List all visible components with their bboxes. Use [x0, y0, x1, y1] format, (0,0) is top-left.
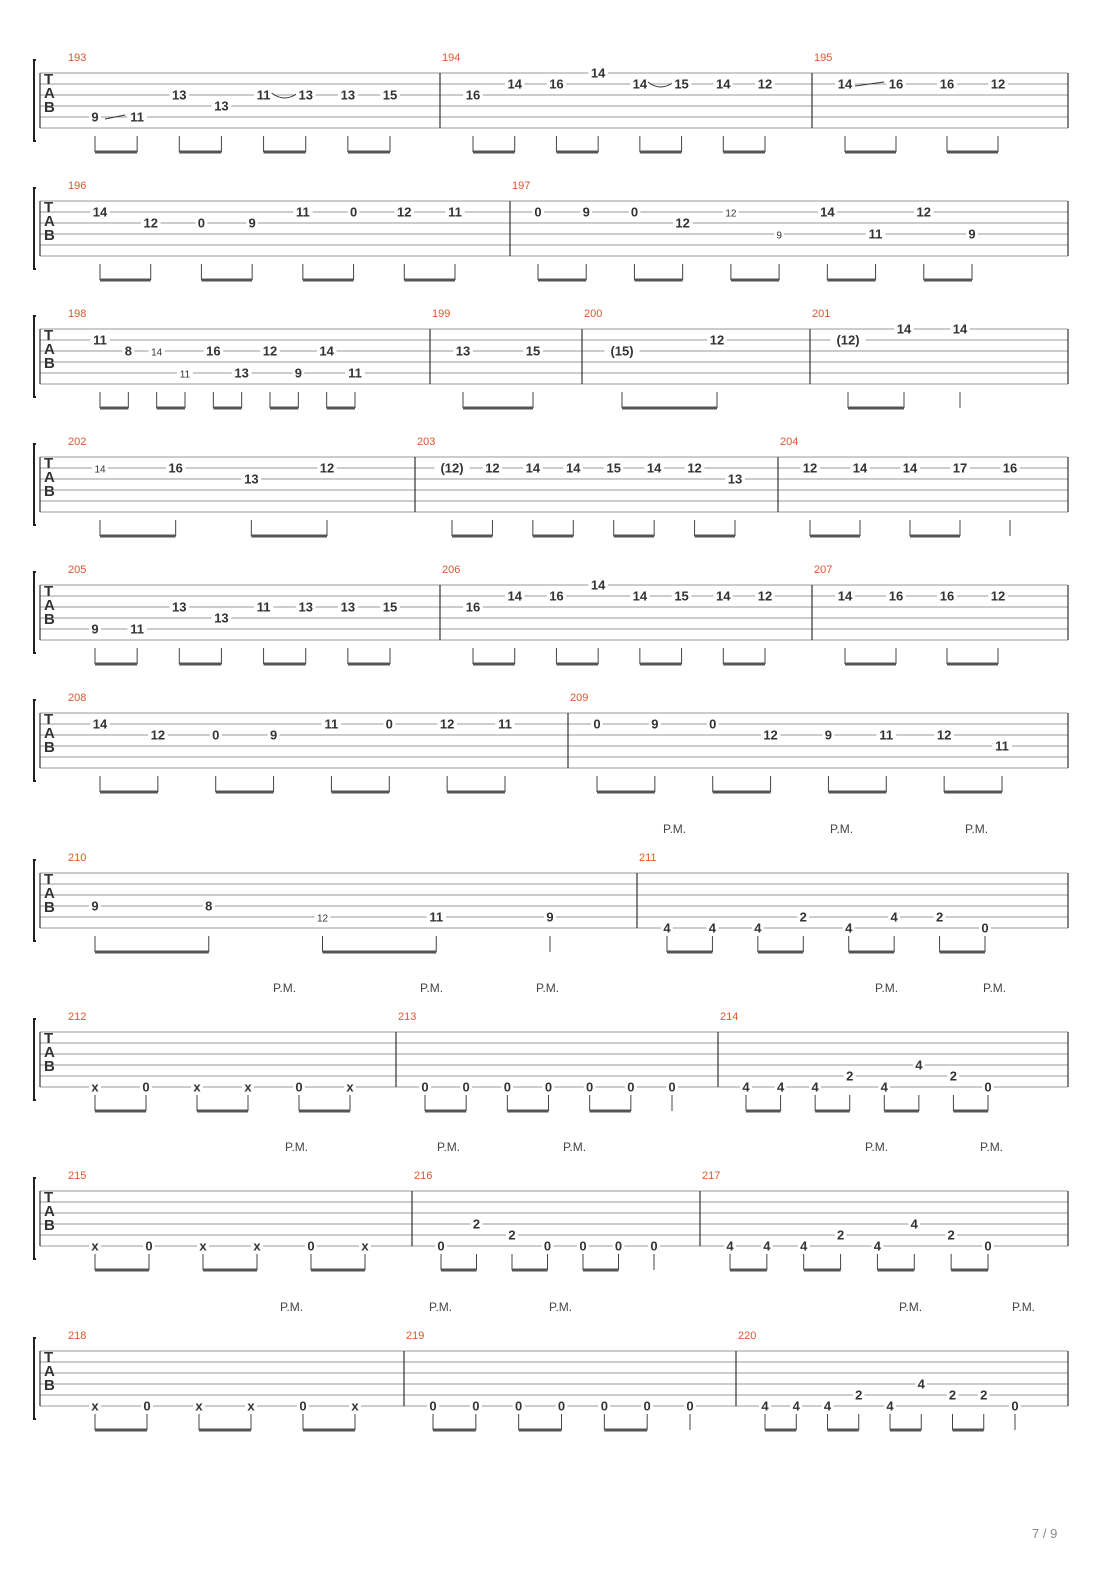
- measure-number: 199: [432, 308, 451, 320]
- palm-mute-label: P.M.: [437, 1140, 461, 1154]
- fret-number: 4: [800, 1238, 808, 1254]
- fret-number: 13: [244, 471, 259, 487]
- fret-number: 14: [632, 588, 648, 604]
- system-bracket: [34, 1019, 36, 1100]
- tab-clef-letter: B: [44, 1217, 55, 1234]
- fret-number: 11: [179, 369, 191, 381]
- fret-number: 11: [879, 727, 894, 743]
- fret-number: 14: [92, 716, 108, 732]
- fret-number: 4: [915, 1057, 923, 1073]
- fret-number: 2: [508, 1227, 516, 1243]
- fret-number: 12: [709, 332, 725, 348]
- fret-number: 0: [1011, 1398, 1019, 1414]
- fret-number: 4: [890, 909, 898, 925]
- fret-number: 12: [319, 460, 335, 476]
- measure-number: 206: [442, 564, 461, 576]
- measure-number: 197: [512, 180, 531, 192]
- fret-number: 0: [643, 1398, 651, 1414]
- measure-number: 220: [738, 1330, 757, 1342]
- fret-number: 12: [687, 460, 702, 476]
- fret-number: 11: [324, 716, 339, 732]
- fret-number: x: [361, 1238, 369, 1254]
- fret-number: 0: [614, 1238, 623, 1254]
- fret-number: 16: [939, 76, 955, 92]
- fret-number: 9: [294, 365, 302, 381]
- tab-clef-letter: B: [44, 99, 55, 116]
- fret-number: 13: [340, 87, 356, 103]
- fret-number: 0: [543, 1238, 552, 1254]
- fret-number: 4: [873, 1238, 882, 1254]
- fret-number: 13: [455, 343, 471, 359]
- tab-system: [34, 564, 1068, 664]
- fret-number: 13: [214, 98, 229, 114]
- tab-system: [34, 1140, 1068, 1270]
- fret-number: 12: [397, 204, 412, 220]
- tab-clef-letter: A: [44, 1203, 55, 1220]
- fret-number: 0: [984, 1079, 992, 1095]
- fret-number: 15: [674, 76, 689, 92]
- fret-number: 0: [579, 1238, 587, 1254]
- fret-number: 14: [837, 588, 853, 604]
- fret-number: 0: [709, 716, 717, 732]
- fret-number: 0: [686, 1398, 694, 1414]
- fret-number: x: [91, 1238, 99, 1254]
- fret-number: 4: [763, 1238, 771, 1254]
- measure-number: 195: [814, 52, 833, 64]
- tab-clef-letter: A: [44, 469, 55, 486]
- fret-number: 12: [763, 727, 778, 743]
- tab-clef-letter: A: [44, 1044, 55, 1061]
- fret-number: 13: [298, 599, 313, 615]
- system-bracket: [34, 572, 36, 653]
- tab-clef-letter: B: [44, 355, 55, 372]
- system-bracket: [34, 444, 36, 525]
- measure-number: 209: [570, 692, 589, 704]
- tab-system: [34, 52, 1068, 152]
- fret-number: 0: [295, 1079, 303, 1095]
- fret-number: 0: [630, 204, 639, 220]
- fret-number: 0: [437, 1238, 445, 1254]
- fret-number: 11: [429, 909, 444, 925]
- fret-number: 13: [172, 599, 187, 615]
- fret-number: 9: [824, 727, 833, 743]
- tab-clef-letter: T: [44, 1349, 54, 1366]
- fret-number: 0: [197, 215, 206, 231]
- fret-number: x: [247, 1398, 255, 1414]
- page-number: 7 / 9: [1032, 1526, 1058, 1541]
- fret-number: 17: [952, 460, 968, 476]
- fret-number: 12: [316, 913, 329, 925]
- fret-number: x: [244, 1079, 252, 1095]
- measure-number: 213: [398, 1011, 417, 1023]
- fret-number: 12: [262, 343, 278, 359]
- fret-number: 0: [627, 1079, 635, 1095]
- tab-system: [34, 981, 1068, 1111]
- measure-number: 210: [68, 852, 87, 864]
- fret-number: 11: [868, 226, 883, 242]
- fret-number: 16: [549, 76, 564, 92]
- fret-number: 12: [990, 588, 1006, 604]
- palm-mute-label: P.M.: [285, 1140, 309, 1154]
- palm-mute-label: P.M.: [983, 981, 1007, 995]
- tab-clef-letter: T: [44, 71, 54, 88]
- fret-number: 9: [651, 716, 659, 732]
- fret-number: 14: [852, 460, 868, 476]
- fret-number: 4: [754, 920, 762, 936]
- fret-number: 14: [151, 347, 163, 359]
- fret-number: 13: [172, 87, 187, 103]
- fret-number: 0: [307, 1238, 315, 1254]
- fret-number: 14: [507, 588, 522, 604]
- fret-number: 15: [606, 460, 621, 476]
- fret-number: 8: [124, 343, 132, 359]
- fret-number: 0: [299, 1398, 307, 1414]
- fret-number: 2: [855, 1387, 863, 1403]
- measure-number: 194: [442, 52, 461, 64]
- fret-number: 14: [632, 76, 648, 92]
- tab-clef-letter: T: [44, 455, 54, 472]
- fret-number: 12: [802, 460, 818, 476]
- fret-number: 4: [742, 1079, 750, 1095]
- fret-number: 12: [485, 460, 500, 476]
- tab-clef-letter: T: [44, 1030, 54, 1047]
- fret-number: 0: [544, 1079, 553, 1095]
- fret-number: 12: [757, 588, 773, 604]
- fret-number: 11: [448, 204, 462, 220]
- fret-number: 4: [663, 920, 671, 936]
- fret-number: (12): [836, 332, 860, 348]
- fret-number: 16: [939, 588, 955, 604]
- fret-number: 4: [910, 1216, 918, 1232]
- fret-number: 4: [886, 1398, 894, 1414]
- measure-number: 219: [406, 1330, 425, 1342]
- tab-clef-letter: T: [44, 711, 54, 728]
- measure-number: 202: [68, 436, 87, 448]
- fret-number: 0: [534, 204, 542, 220]
- measure-number: 208: [68, 692, 87, 704]
- fret-number: 13: [214, 610, 229, 626]
- fret-number: 11: [995, 738, 1009, 754]
- fret-number: 12: [990, 76, 1006, 92]
- fret-number: 4: [726, 1238, 734, 1254]
- measure-number: 196: [68, 180, 87, 192]
- fret-number: 12: [143, 215, 158, 231]
- fret-number: 12: [150, 727, 166, 743]
- fret-number: 0: [429, 1398, 437, 1414]
- measure-number: 193: [68, 52, 87, 64]
- fret-number: 14: [590, 65, 606, 81]
- measure-number: 201: [812, 308, 831, 320]
- fret-number: 4: [823, 1398, 832, 1414]
- fret-number: 4: [776, 1079, 785, 1095]
- tab-clef-letter: A: [44, 725, 55, 742]
- measure-number: 204: [780, 436, 799, 448]
- fret-number: x: [193, 1079, 201, 1095]
- fret-number: 0: [650, 1238, 658, 1254]
- palm-mute-label: P.M.: [549, 1300, 573, 1314]
- palm-mute-label: P.M.: [830, 822, 854, 836]
- measure-number: 207: [814, 564, 833, 576]
- fret-number: 4: [845, 920, 853, 936]
- fret-number: 14: [92, 204, 108, 220]
- fret-number: 0: [593, 716, 601, 732]
- fret-number: 14: [837, 76, 853, 92]
- fret-number: x: [195, 1398, 203, 1414]
- measure-number: 212: [68, 1011, 87, 1023]
- fret-number: 14: [94, 464, 106, 476]
- fret-number: 12: [916, 204, 932, 220]
- fret-number: 15: [674, 588, 689, 604]
- system-bracket: [34, 60, 36, 141]
- fret-number: 0: [462, 1079, 470, 1095]
- fret-number: 16: [465, 599, 481, 615]
- fret-number: 2: [947, 1227, 955, 1243]
- system-bracket: [34, 188, 36, 269]
- tab-system: [34, 436, 1068, 536]
- fret-number: 11: [256, 599, 271, 615]
- fret-number: x: [346, 1079, 354, 1095]
- fret-number: 14: [952, 321, 968, 337]
- tab-clef-letter: T: [44, 327, 54, 344]
- tab-clef-letter: B: [44, 483, 55, 500]
- palm-mute-label: P.M.: [899, 1300, 923, 1314]
- fret-number: 13: [298, 87, 313, 103]
- tab-clef-letter: B: [44, 899, 55, 916]
- fret-number: 9: [91, 109, 99, 125]
- fret-number: 9: [269, 727, 278, 743]
- palm-mute-label: P.M.: [865, 1140, 889, 1154]
- fret-number: 4: [761, 1398, 769, 1414]
- fret-number: 0: [143, 1398, 151, 1414]
- fret-number: 2: [846, 1068, 854, 1084]
- palm-mute-label: P.M.: [563, 1140, 587, 1154]
- system-bracket: [34, 700, 36, 781]
- fret-number: 2: [472, 1216, 481, 1232]
- fret-number: 0: [515, 1398, 523, 1414]
- tab-system: [34, 692, 1068, 792]
- palm-mute-label: P.M.: [1012, 1300, 1036, 1314]
- fret-number: 11: [130, 109, 145, 125]
- fret-number: 16: [168, 460, 183, 476]
- fret-number: 0: [668, 1079, 676, 1095]
- fret-number: 14: [507, 76, 522, 92]
- palm-mute-label: P.M.: [273, 981, 297, 995]
- tab-clef-letter: B: [44, 739, 55, 756]
- palm-mute-label: P.M.: [420, 981, 444, 995]
- tab-clef-letter: A: [44, 885, 55, 902]
- tab-clef-letter: T: [44, 199, 54, 216]
- fret-number: 2: [836, 1227, 845, 1243]
- fret-number: 0: [503, 1079, 511, 1095]
- fret-number: x: [351, 1398, 359, 1414]
- fret-number: 2: [935, 909, 944, 925]
- fret-number: x: [91, 1398, 99, 1414]
- tab-clef-letter: A: [44, 597, 55, 614]
- fret-number: 14: [896, 321, 912, 337]
- measure-number: 215: [68, 1170, 87, 1182]
- tab-system: [34, 1300, 1068, 1430]
- system-bracket: [34, 1338, 36, 1419]
- fret-number: 12: [675, 215, 690, 231]
- fret-number: 0: [385, 716, 393, 732]
- fret-number: 13: [727, 471, 743, 487]
- fret-number: 11: [256, 87, 271, 103]
- fret-number: 0: [212, 727, 220, 743]
- fret-number: 14: [566, 460, 581, 476]
- fret-number: 15: [382, 599, 398, 615]
- fret-number: 2: [799, 909, 807, 925]
- fret-number: 12: [725, 208, 737, 220]
- fret-number: 16: [465, 87, 481, 103]
- fret-number: x: [91, 1079, 99, 1095]
- tab-system: [34, 822, 1068, 952]
- measure-number: 205: [68, 564, 87, 576]
- fret-number: 15: [382, 87, 398, 103]
- fret-number: 4: [880, 1079, 888, 1095]
- fret-number: 16: [206, 343, 221, 359]
- palm-mute-label: P.M.: [875, 981, 899, 995]
- fret-number: 4: [792, 1398, 800, 1414]
- fret-number: 11: [348, 365, 362, 381]
- fret-number: 0: [981, 920, 989, 936]
- measure-number: 214: [720, 1011, 739, 1023]
- tab-clef-letter: B: [44, 1058, 55, 1075]
- fret-number: 9: [91, 621, 99, 637]
- fret-number: 16: [1002, 460, 1018, 476]
- fret-number: 11: [93, 332, 107, 348]
- fret-number: 0: [586, 1079, 594, 1095]
- fret-number: 0: [142, 1079, 150, 1095]
- fret-number: 9: [248, 215, 256, 231]
- tab-clef-letter: B: [44, 227, 55, 244]
- fret-number: 16: [888, 76, 904, 92]
- fret-number: 14: [716, 76, 731, 92]
- fret-number: 8: [205, 898, 213, 914]
- system-bracket: [34, 1178, 36, 1259]
- fret-number: 13: [340, 599, 356, 615]
- fret-number: 16: [549, 588, 564, 604]
- fret-number: 14: [525, 460, 541, 476]
- fret-number: 9: [546, 909, 554, 925]
- fret-number: 4: [708, 920, 717, 936]
- fret-number: x: [253, 1238, 261, 1254]
- measure-number: 203: [417, 436, 436, 448]
- system-bracket: [34, 316, 36, 397]
- measure-number: 211: [639, 852, 657, 864]
- tab-clef-letter: A: [44, 1363, 55, 1380]
- fret-number: 14: [902, 460, 918, 476]
- tab-clef-letter: A: [44, 341, 55, 358]
- fret-number: (15): [610, 343, 634, 359]
- fret-number: 13: [234, 365, 249, 381]
- tab-clef-letter: B: [44, 611, 55, 628]
- measure-number: 217: [702, 1170, 721, 1182]
- fret-number: 14: [820, 204, 835, 220]
- tab-clef-letter: T: [44, 871, 54, 888]
- fret-number: 14: [646, 460, 662, 476]
- fret-number: (12): [440, 460, 464, 476]
- fret-number: 15: [525, 343, 541, 359]
- fret-number: 4: [811, 1079, 819, 1095]
- fret-number: 9: [91, 898, 99, 914]
- tab-clef-letter: T: [44, 583, 54, 600]
- tab-clef-letter: A: [44, 213, 55, 230]
- tab-clef-letter: A: [44, 85, 55, 102]
- palm-mute-label: P.M.: [965, 822, 989, 836]
- fret-number: 4: [917, 1376, 925, 1392]
- fret-number: 2: [948, 1387, 957, 1403]
- palm-mute-label: P.M.: [663, 822, 687, 836]
- fret-number: 0: [557, 1398, 566, 1414]
- fret-number: 9: [582, 204, 590, 220]
- fret-number: 11: [498, 716, 512, 732]
- fret-number: 12: [757, 76, 773, 92]
- fret-number: 11: [130, 621, 145, 637]
- system-bracket: [34, 860, 36, 941]
- fret-number: 2: [980, 1387, 988, 1403]
- measure-number: 216: [414, 1170, 433, 1182]
- measure-number: 218: [68, 1330, 87, 1342]
- fret-number: 12: [936, 727, 952, 743]
- palm-mute-label: P.M.: [280, 1300, 304, 1314]
- measure-number: 198: [68, 308, 87, 320]
- fret-number: 0: [984, 1238, 992, 1254]
- tab-system: [34, 308, 1068, 408]
- fret-number: x: [199, 1238, 207, 1254]
- palm-mute-label: P.M.: [980, 1140, 1004, 1154]
- tab-clef-letter: B: [44, 1377, 55, 1394]
- fret-number: 14: [590, 577, 606, 593]
- fret-number: 11: [295, 204, 310, 220]
- palm-mute-label: P.M.: [429, 1300, 453, 1314]
- palm-mute-label: P.M.: [536, 981, 560, 995]
- fret-number: 0: [349, 204, 358, 220]
- measure-number: 200: [584, 308, 603, 320]
- fret-number: 14: [319, 343, 334, 359]
- tab-clef-letter: T: [44, 1189, 54, 1206]
- fret-number: 0: [145, 1238, 153, 1254]
- fret-number: 14: [716, 588, 731, 604]
- fret-number: 16: [888, 588, 904, 604]
- fret-number: 0: [421, 1079, 429, 1095]
- fret-number: 12: [439, 716, 455, 732]
- fret-number: 9: [968, 226, 976, 242]
- fret-number: 2: [949, 1068, 958, 1084]
- fret-number: 0: [600, 1398, 608, 1414]
- fret-number: 9: [776, 230, 782, 242]
- tab-system: [34, 180, 1068, 280]
- fret-number: 0: [472, 1398, 480, 1414]
